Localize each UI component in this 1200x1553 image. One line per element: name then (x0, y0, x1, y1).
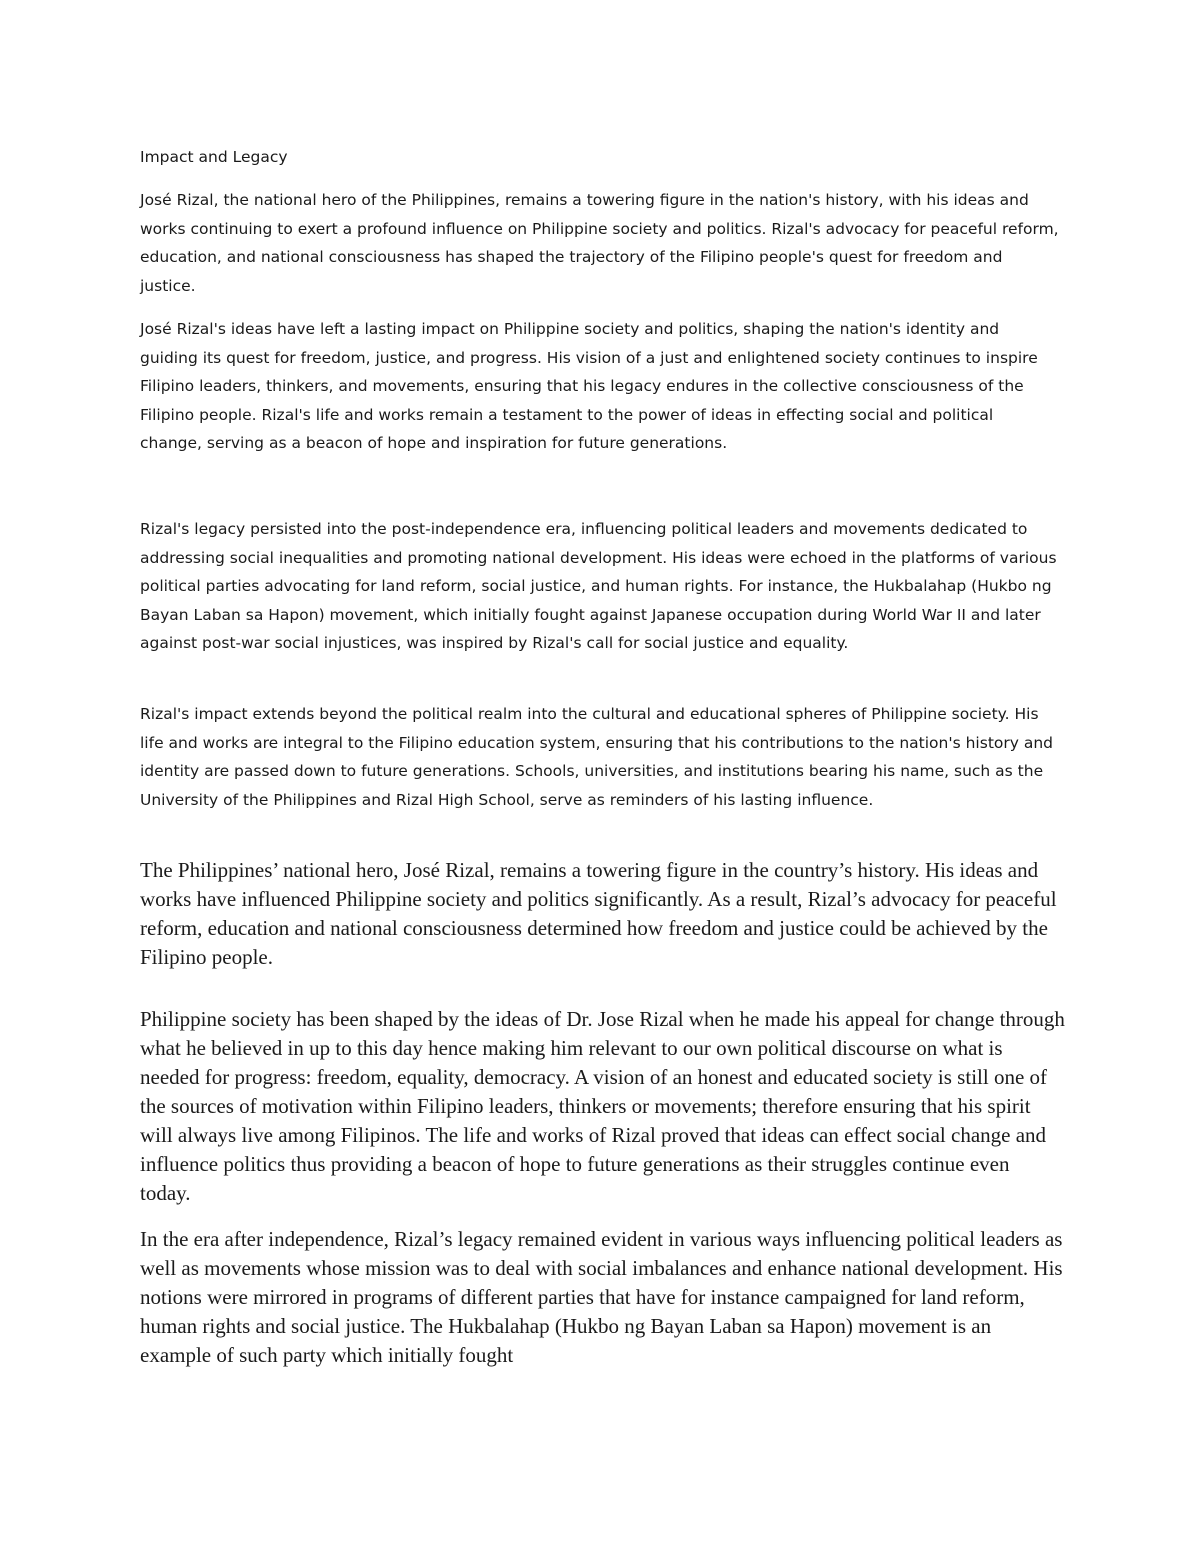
document-heading: Impact and Legacy (140, 148, 288, 166)
paragraph: The Philippines’ national hero, José Rizal, remains a towering figure in the country’s history. His ideas and works have influenced Philippine society and politics significantly. As a result, Rizal’s advocacy for peaceful reform, education and national consciousness determined how freedom and justice could be achieved by the Filipino people. (140, 858, 1057, 969)
paragraph: Philippine society has been shaped by the ideas of Dr. Jose Rizal when he made his appeal for change through what he believed in up to this day hence making him relevant to our own political discourse on what is needed for progress: freedom, equality, democracy. A vision of an honest and educated society is still one of the sources of motivation within Filipino leaders, thinkers or movements; therefore ensuring that his spirit will always live among Filipinos. The life and works of Rizal proved that ideas can effect social change and influence politics thus providing a beacon of hope to future generations as their struggles continue even today. (140, 1007, 1065, 1205)
paragraph: Rizal's impact extends beyond the political realm into the cultural and educational spheres of Philippine society. His life and works are integral to the Filipino education system, ensuring that his contributions to the nation's history and identity are passed down to future generations. Schools, universities, and institutions bearing his name, such as the University of the Philippines and Rizal High School, serve as reminders of his lasting influence. (140, 705, 1054, 809)
paragraph: José Rizal's ideas have left a lasting impact on Philippine society and politics, shaping the nation's identity and guiding its quest for freedom, justice, and progress. His vision of a just and enlightened society continues to inspire Filipino leaders, thinkers, and movements, ensuring that his legacy endures in the collective consciousness of the Filipino people. Rizal's life and works remain a testament to the power of ideas in effecting social and political change, serving as a beacon of hope and inspiration for future generations. (140, 320, 1038, 452)
paragraph: José Rizal, the national hero of the Philippines, remains a towering figure in the nation's history, with his ideas and works continuing to exert a profound influence on Philippine society and politics. Rizal's advocacy for peaceful reform, education, and national consciousness has shaped the trajectory of the Filipino people's quest for freedom and justice. (140, 191, 1059, 295)
paragraph: In the era after independence, Rizal’s legacy remained evident in various ways influencing political leaders as well as movements whose mission was to deal with social imbalances and enhance national development. His notions were mirrored in programs of different parties that have for instance campaigned for land reform, human rights and social justice. The Hukbalahap (Hukbo ng Bayan Laban sa Hapon) movement is an example of such party which initially fought (140, 1227, 1063, 1367)
paragraph: Rizal's legacy persisted into the post-independence era, influencing political leaders and movements dedicated to addressing social inequalities and promoting national development. His ideas were echoed in the platforms of various political parties advocating for land reform, social justice, and human rights. For instance, the Hukbalahap (Hukbo ng Bayan Laban sa Hapon) movement, which initially fought against Japanese occupation during World War II and later against post-war social injustices, was inspired by Rizal's call for social justice and equality. (140, 520, 1057, 652)
